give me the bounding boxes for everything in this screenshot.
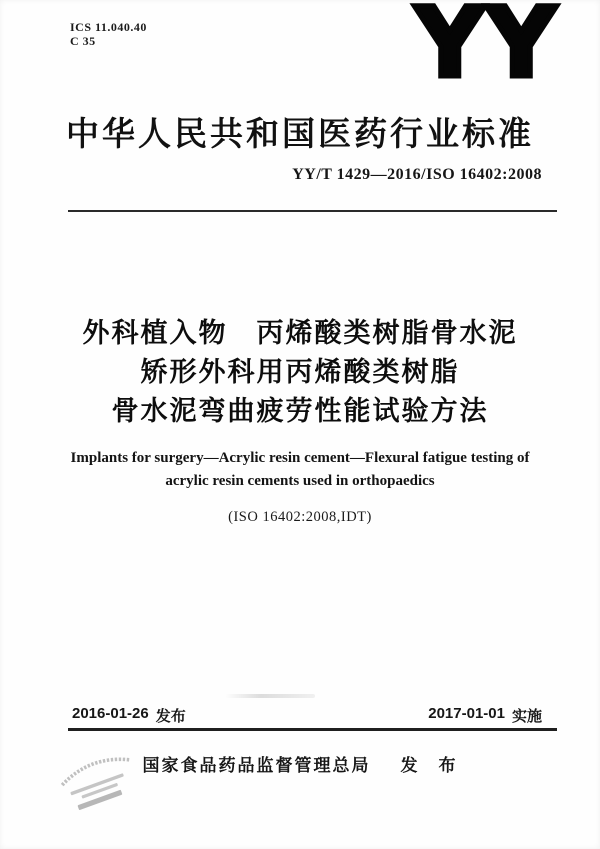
- title-cn-line3: 骨水泥弯曲疲劳性能试验方法: [111, 396, 489, 426]
- title-cn-line2: 矫形外科用丙烯酸类树脂: [140, 357, 460, 387]
- implement-date-label: 实施: [511, 708, 542, 725]
- ics-classification: [70, 20, 147, 48]
- dates-row: [72, 705, 542, 726]
- publisher-name: 国家食品药品监督管理总局: [142, 756, 371, 775]
- watermark-stamp: [52, 752, 148, 824]
- header-divider-line: [68, 210, 557, 212]
- implement-date-group: [428, 705, 542, 726]
- title-en-line1: Implants for surgery—Acrylic resin cement—Flexural fatigue testing of: [70, 450, 530, 466]
- standard-number: YY/T 1429—2016/ISO 16402:2008: [292, 166, 542, 183]
- publish-action-label: 发 布: [400, 756, 458, 775]
- issue-date-group: [72, 705, 186, 726]
- title-cn-line1: 外科植入物 丙烯酸类树脂骨水泥: [82, 318, 518, 348]
- document-title-chinese: [0, 314, 600, 431]
- ics-code: ICS 11.040.40: [70, 20, 147, 34]
- issue-date: 2016-01-26: [72, 705, 149, 722]
- watermark-arc-text: [59, 755, 132, 785]
- china-class-code: C 35: [70, 34, 96, 48]
- title-en-line2: acrylic resin cements used in orthopaedics: [165, 473, 435, 489]
- implement-date: 2017-01-01: [428, 705, 505, 722]
- yy-standard-logo: YY: [414, 0, 558, 99]
- iso-identity-reference: (ISO 16402:2008,IDT): [228, 509, 372, 525]
- standard-type-title: 中华人民共和国医药行业标准: [66, 115, 534, 152]
- document-title-english: [0, 447, 600, 493]
- issue-date-label: 发布: [155, 708, 186, 725]
- scan-smudge: [225, 694, 315, 698]
- footer-divider-line: [68, 728, 557, 731]
- watermark-line3-bold: [77, 790, 122, 811]
